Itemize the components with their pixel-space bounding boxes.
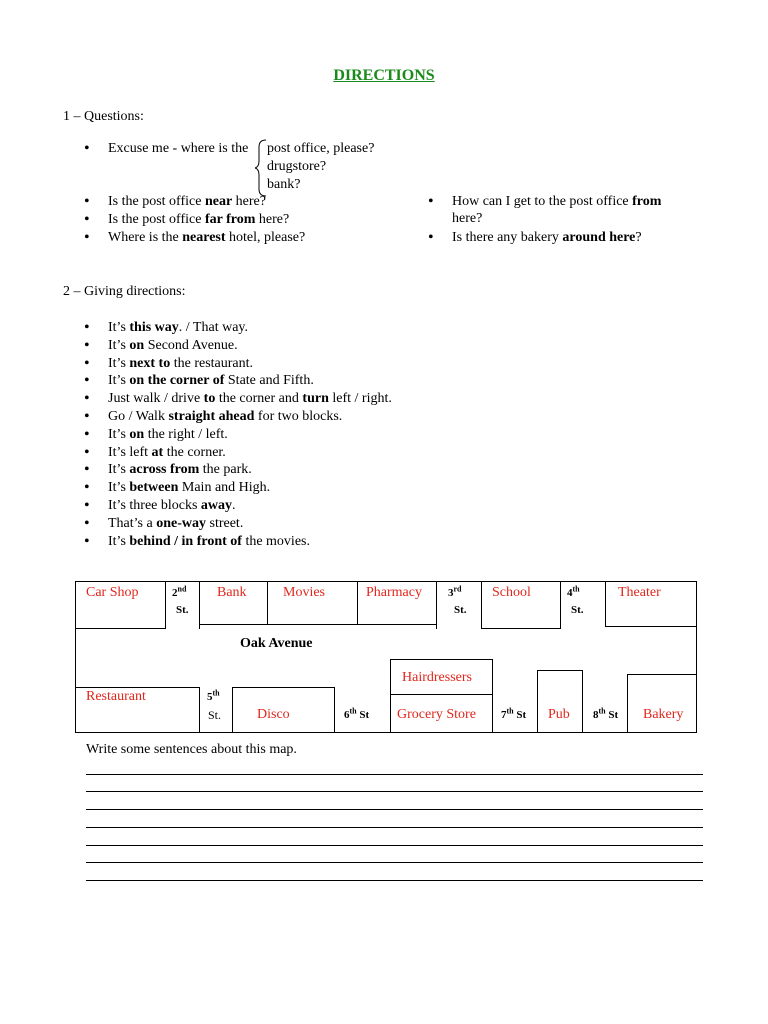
place-disco: Disco — [257, 707, 290, 722]
direction-keyword: behind / in front of — [129, 533, 242, 549]
question-item — [108, 211, 289, 228]
bullet-icon: • — [84, 140, 90, 157]
direction-text: It’s — [108, 355, 130, 371]
direction-text: the park. — [199, 462, 252, 478]
writing-line[interactable] — [86, 774, 703, 775]
street-label-6th: 6th St — [344, 706, 370, 721]
question-item — [108, 193, 266, 210]
direction-text: It’s — [108, 373, 130, 389]
question-keyword: far from — [204, 212, 256, 227]
bullet-icon: • — [84, 319, 90, 336]
direction-keyword: straight ahead — [168, 409, 255, 424]
direction-text: It’s — [108, 533, 130, 549]
writing-line[interactable] — [86, 862, 703, 863]
direction-text: Main and High. — [178, 480, 271, 496]
direction-item — [108, 479, 270, 496]
excuse-prefix: Excuse me - where is the — [108, 141, 249, 156]
direction-keyword: one-way — [156, 515, 206, 531]
question-item — [108, 229, 305, 246]
bullet-icon: • — [84, 514, 90, 532]
direction-text: the restaurant. — [170, 355, 254, 371]
bullet-icon: • — [84, 532, 90, 550]
bullet-icon: • — [84, 425, 90, 443]
writing-line[interactable] — [86, 845, 703, 846]
bullet-icon: • — [84, 193, 90, 210]
question-text: here? — [255, 212, 290, 227]
place-bakery: Bakery — [643, 707, 684, 722]
direction-keyword: away — [200, 498, 233, 513]
direction-item — [108, 372, 314, 389]
direction-keyword: on — [129, 426, 145, 442]
direction-keyword: on the corner of — [129, 373, 225, 389]
direction-text: . / That way. — [178, 320, 249, 335]
question-item — [452, 229, 642, 246]
section-2-heading: 2 – Giving directions: — [63, 284, 186, 299]
direction-text: It’s — [108, 462, 130, 478]
bullet-icon: • — [84, 372, 90, 390]
street-label-2nd: 2nd — [172, 584, 187, 599]
direction-text: It’s left — [108, 444, 152, 460]
question-keyword: near — [204, 194, 233, 209]
street-label-4th-st: St. — [571, 604, 584, 616]
street-label-3rd: 3rd — [448, 584, 462, 599]
excuse-option: bank? — [267, 177, 301, 192]
bullet-icon: • — [84, 336, 90, 354]
bullet-icon: • — [84, 354, 90, 372]
place-pub: Pub — [548, 707, 570, 722]
direction-keyword: next to — [129, 355, 171, 371]
place-car-shop: Car Shop — [86, 585, 139, 600]
direction-keyword: on — [129, 337, 145, 353]
bullet-icon: • — [84, 443, 90, 461]
bullet-icon: • — [84, 390, 90, 408]
street-label-3rd-st: St. — [454, 604, 467, 616]
direction-keyword: to — [203, 391, 216, 407]
street-label-8th: 8th St — [593, 706, 619, 721]
direction-keyword: across from — [129, 462, 200, 478]
direction-item — [108, 461, 252, 478]
writing-line[interactable] — [86, 809, 703, 810]
bullet-icon: • — [428, 229, 434, 246]
direction-item — [108, 426, 228, 443]
writing-line[interactable] — [86, 827, 703, 828]
excuse-option: post office, please? — [267, 141, 375, 156]
question-text: ? — [635, 230, 642, 245]
place-hairdressers: Hairdressers — [402, 670, 472, 685]
question-keyword: nearest — [182, 230, 226, 245]
question-text: Is the post office — [108, 194, 205, 209]
direction-keyword: between — [129, 480, 179, 496]
place-theater: Theater — [618, 585, 661, 600]
bullet-icon: • — [84, 211, 90, 228]
street-label-5th-st: St. — [208, 708, 222, 722]
direction-item — [108, 497, 236, 514]
direction-keyword: turn — [302, 391, 329, 407]
direction-text: Go / Walk — [108, 409, 169, 424]
question-text: here? — [232, 194, 266, 209]
direction-text: . — [232, 498, 236, 513]
page-title: DIRECTIONS — [333, 67, 435, 84]
direction-text: street. — [206, 515, 244, 531]
question-keyword: around here — [562, 230, 636, 245]
place-bank: Bank — [217, 585, 247, 600]
street-label-7th: 7th St — [501, 706, 527, 721]
direction-text: left / right. — [328, 391, 392, 407]
bullet-icon: • — [84, 229, 90, 246]
direction-text: for two blocks. — [254, 409, 343, 424]
question-keyword: from — [632, 194, 662, 209]
bullet-icon: • — [84, 408, 90, 425]
bullet-icon: • — [428, 193, 434, 210]
direction-text: State and Fifth. — [224, 373, 314, 389]
direction-text: the movies. — [241, 533, 310, 549]
direction-text: It’s — [108, 320, 130, 335]
direction-text: It’s — [108, 337, 130, 353]
direction-text: the corner and — [215, 391, 303, 407]
question-text: Is the post office — [108, 212, 205, 227]
bullet-icon: • — [84, 497, 90, 514]
brace-icon — [255, 139, 267, 197]
direction-text: It’s — [108, 480, 130, 496]
direction-item — [108, 390, 392, 407]
direction-text: the right / left. — [144, 426, 228, 442]
direction-item — [108, 408, 342, 425]
avenue-label: Oak Avenue — [240, 636, 313, 651]
street-label-4th: 4th — [567, 584, 580, 599]
direction-item — [108, 444, 226, 461]
direction-keyword: at — [151, 444, 164, 460]
direction-keyword: this way — [129, 320, 179, 335]
question-text: here? — [452, 211, 483, 226]
writing-line[interactable] — [86, 791, 703, 792]
bullet-icon: • — [84, 479, 90, 497]
place-pharmacy: Pharmacy — [366, 585, 422, 600]
question-text: hotel, please? — [225, 230, 306, 245]
question-text: How can I get to the post office — [452, 194, 633, 209]
question-item — [452, 193, 661, 227]
direction-item — [108, 337, 238, 354]
direction-text: It’s three blocks — [108, 498, 201, 513]
street-label-5th: 5th — [207, 688, 220, 703]
question-text: Is there any bakery — [452, 230, 563, 245]
direction-item — [108, 515, 243, 532]
place-movies: Movies — [283, 585, 325, 600]
direction-text: Just walk / drive — [108, 391, 204, 407]
writing-line[interactable] — [86, 880, 703, 881]
excuse-option: drugstore? — [267, 159, 327, 174]
direction-text: That’s a — [108, 515, 157, 531]
question-text: Where is the — [108, 230, 183, 245]
place-restaurant: Restaurant — [86, 689, 146, 704]
section-1-heading: 1 – Questions: — [63, 109, 144, 124]
direction-item — [108, 355, 253, 372]
direction-text: It’s — [108, 426, 130, 442]
direction-item — [108, 533, 310, 550]
direction-text: Second Avenue. — [144, 337, 238, 353]
exercise-prompt: Write some sentences about this map. — [86, 742, 297, 757]
street-label-2nd-st: St. — [176, 604, 189, 616]
place-school: School — [492, 585, 531, 600]
bullet-icon: • — [84, 461, 90, 479]
direction-item — [108, 319, 248, 336]
place-grocery-store: Grocery Store — [397, 707, 476, 722]
direction-text: the corner. — [163, 444, 226, 460]
